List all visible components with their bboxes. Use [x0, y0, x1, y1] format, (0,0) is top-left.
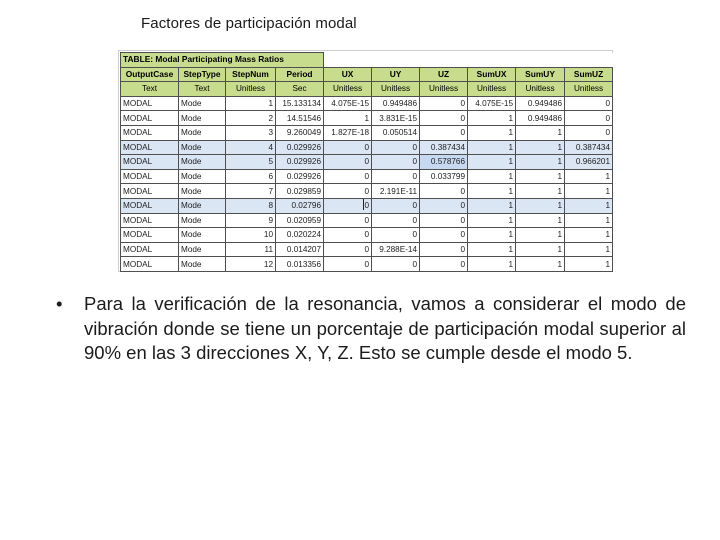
table-cell: 0.029926	[276, 140, 324, 155]
table-cell: 0.014207	[276, 242, 324, 257]
table-cell: 4.075E-15	[468, 96, 516, 111]
table-cell: 0	[324, 228, 372, 243]
table-cell: 1	[516, 184, 565, 199]
table-cell: 8	[226, 198, 276, 213]
table-cell: MODAL	[121, 169, 179, 184]
table-image-panel	[118, 50, 613, 272]
table-cell: 1	[565, 257, 613, 272]
table-cell: Mode	[179, 257, 226, 272]
table-row	[121, 198, 613, 213]
table-cell: 0	[324, 184, 372, 199]
table-cell: 0	[420, 198, 468, 213]
table-cell: Mode	[179, 96, 226, 111]
table-cell: MODAL	[121, 198, 179, 213]
table-cell: MODAL	[121, 257, 179, 272]
table-cell: 0.949486	[516, 96, 565, 111]
table-row	[121, 96, 613, 111]
unit-cell: Unitless	[468, 82, 516, 97]
table-cell: 1	[226, 96, 276, 111]
table-cell: 4	[226, 140, 276, 155]
table-cell: 0.949486	[372, 96, 420, 111]
table-cell: 3	[226, 125, 276, 140]
table-cell: Mode	[179, 228, 226, 243]
table-row	[121, 184, 613, 199]
table-cell: Mode	[179, 140, 226, 155]
bullet-text: Para la verificación de la resonancia, vamos a considerar el modo de vibración donde se tiene un porcentaje de participación modal superior al 90% en las 3 direcciones X, Y, Z. Esto se cumple desde el modo 5.	[84, 293, 686, 363]
table-caption: TABLE: Modal Participating Mass Ratios	[121, 53, 324, 68]
table-cell: 0.033799	[420, 169, 468, 184]
table-cell: 0	[565, 96, 613, 111]
table-cell: 0	[420, 125, 468, 140]
table-cell: Mode	[179, 198, 226, 213]
table-cell: Mode	[179, 213, 226, 228]
table-cell: 0	[565, 125, 613, 140]
unit-cell: Unitless	[226, 82, 276, 97]
table-cell: 0	[372, 140, 420, 155]
table-cell: 0	[372, 169, 420, 184]
table-row	[121, 169, 613, 184]
table-cell: 1	[565, 228, 613, 243]
table-cell: 5	[226, 155, 276, 170]
table-cell: 0	[420, 111, 468, 126]
table-cell: 1	[516, 155, 565, 170]
table-cell: 1	[468, 242, 516, 257]
table-cell: MODAL	[121, 111, 179, 126]
table-cell: 0	[324, 213, 372, 228]
table-cell: 15.133134	[276, 96, 324, 111]
table-caption-row	[121, 53, 613, 68]
slide-title: Factores de participación modal	[141, 15, 357, 32]
table-cell: MODAL	[121, 242, 179, 257]
table-cell: 0	[324, 140, 372, 155]
table-cell: 1	[468, 155, 516, 170]
unit-cell: Unitless	[565, 82, 613, 97]
table-cell: 0.02796	[276, 198, 324, 213]
table-cell: MODAL	[121, 140, 179, 155]
table-cell: 0.029926	[276, 155, 324, 170]
bullet-paragraph	[56, 292, 686, 366]
table-cell: 1	[468, 111, 516, 126]
table-cell: 1	[565, 242, 613, 257]
table-cell: 0	[565, 111, 613, 126]
table-cell: 1	[324, 111, 372, 126]
table-cell: 1	[516, 228, 565, 243]
table-cell: MODAL	[121, 96, 179, 111]
caption-spacer	[324, 53, 613, 68]
bullet-symbol: •	[56, 293, 63, 314]
table-cell: 0.387434	[420, 140, 468, 155]
column-header: StepType	[179, 67, 226, 82]
table-cell: 0	[324, 169, 372, 184]
modal-participation-table	[120, 52, 613, 272]
table-cell: 0	[420, 96, 468, 111]
table-cell: 1.827E-18	[324, 125, 372, 140]
table-header-row	[121, 67, 613, 82]
unit-cell: Unitless	[420, 82, 468, 97]
table-cell: MODAL	[121, 155, 179, 170]
table-row	[121, 257, 613, 272]
table-cell: 0.020959	[276, 213, 324, 228]
table-body	[121, 53, 613, 272]
column-header: UX	[324, 67, 372, 82]
table-cell: 0.029926	[276, 169, 324, 184]
table-cell: Mode	[179, 155, 226, 170]
table-cell: 1	[468, 213, 516, 228]
table-cell: 0	[324, 198, 372, 213]
column-header: Period	[276, 67, 324, 82]
table-cell: 0	[372, 228, 420, 243]
table-cell: 0.013356	[276, 257, 324, 272]
table-cell: MODAL	[121, 125, 179, 140]
table-row	[121, 111, 613, 126]
table-cell: Mode	[179, 111, 226, 126]
column-header: SumUY	[516, 67, 565, 82]
unit-cell: Unitless	[516, 82, 565, 97]
table-row	[121, 242, 613, 257]
table-cell: 1	[516, 169, 565, 184]
text-cursor	[363, 199, 364, 210]
table-cell: 0.949486	[516, 111, 565, 126]
table-cell: 0	[324, 155, 372, 170]
table-cell: 0	[420, 242, 468, 257]
table-row	[121, 140, 613, 155]
table-cell: 9.288E-14	[372, 242, 420, 257]
table-cell: 0	[324, 257, 372, 272]
column-header: UY	[372, 67, 420, 82]
table-cell: 0	[420, 184, 468, 199]
table-cell: 1	[516, 198, 565, 213]
table-cell: 1	[516, 125, 565, 140]
table-cell: 1	[516, 257, 565, 272]
table-cell: 1	[516, 242, 565, 257]
table-row	[121, 125, 613, 140]
table-cell: 1	[516, 140, 565, 155]
table-cell: Mode	[179, 242, 226, 257]
table-cell: 9.260049	[276, 125, 324, 140]
table-cell: 0.020224	[276, 228, 324, 243]
table-cell: 0	[372, 257, 420, 272]
table-cell: 14.51546	[276, 111, 324, 126]
table-cell: 1	[468, 169, 516, 184]
table-cell: 2.191E-11	[372, 184, 420, 199]
unit-cell: Text	[179, 82, 226, 97]
table-cell: 0	[324, 242, 372, 257]
table-cell: 2	[226, 111, 276, 126]
table-cell: Mode	[179, 184, 226, 199]
unit-cell: Unitless	[372, 82, 420, 97]
table-cell: 0	[372, 213, 420, 228]
table-cell: 1	[516, 213, 565, 228]
table-cell: Mode	[179, 169, 226, 184]
table-cell: 6	[226, 169, 276, 184]
table-cell: 1	[468, 228, 516, 243]
table-cell: 7	[226, 184, 276, 199]
table-cell: 1	[565, 169, 613, 184]
table-cell: 1	[468, 257, 516, 272]
table-row	[121, 213, 613, 228]
table-cell: 0.387434	[565, 140, 613, 155]
table-cell: 0.029859	[276, 184, 324, 199]
table-row	[121, 155, 613, 170]
table-cell: 0	[420, 228, 468, 243]
column-header: SumUZ	[565, 67, 613, 82]
table-cell: 10	[226, 228, 276, 243]
unit-cell: Unitless	[324, 82, 372, 97]
table-cell: 1	[468, 140, 516, 155]
table-cell: 0	[372, 198, 420, 213]
table-row	[121, 228, 613, 243]
table-cell: 9	[226, 213, 276, 228]
table-cell: Mode	[179, 125, 226, 140]
table-cell: 0.966201	[565, 155, 613, 170]
table-cell: 4.075E-15	[324, 96, 372, 111]
column-header: StepNum	[226, 67, 276, 82]
unit-cell: Text	[121, 82, 179, 97]
table-units-row	[121, 82, 613, 97]
column-header: SumUX	[468, 67, 516, 82]
table-cell: 3.831E-15	[372, 111, 420, 126]
table-cell: MODAL	[121, 213, 179, 228]
column-header: UZ	[420, 67, 468, 82]
table-cell: 1	[468, 184, 516, 199]
table-cell: 0.578766	[420, 155, 468, 170]
table-cell: MODAL	[121, 228, 179, 243]
table-cell: 1	[565, 184, 613, 199]
table-cell: 1	[468, 198, 516, 213]
table-cell: 0.050514	[372, 125, 420, 140]
table-cell: 1	[565, 198, 613, 213]
table-cell: 0	[420, 213, 468, 228]
table-cell: 11	[226, 242, 276, 257]
unit-cell: Sec	[276, 82, 324, 97]
table-cell: 1	[468, 125, 516, 140]
table-cell: 1	[565, 213, 613, 228]
table-cell: 12	[226, 257, 276, 272]
table-cell: 0	[420, 257, 468, 272]
table-cell: MODAL	[121, 184, 179, 199]
column-header: OutputCase	[121, 67, 179, 82]
table-cell: 0	[372, 155, 420, 170]
